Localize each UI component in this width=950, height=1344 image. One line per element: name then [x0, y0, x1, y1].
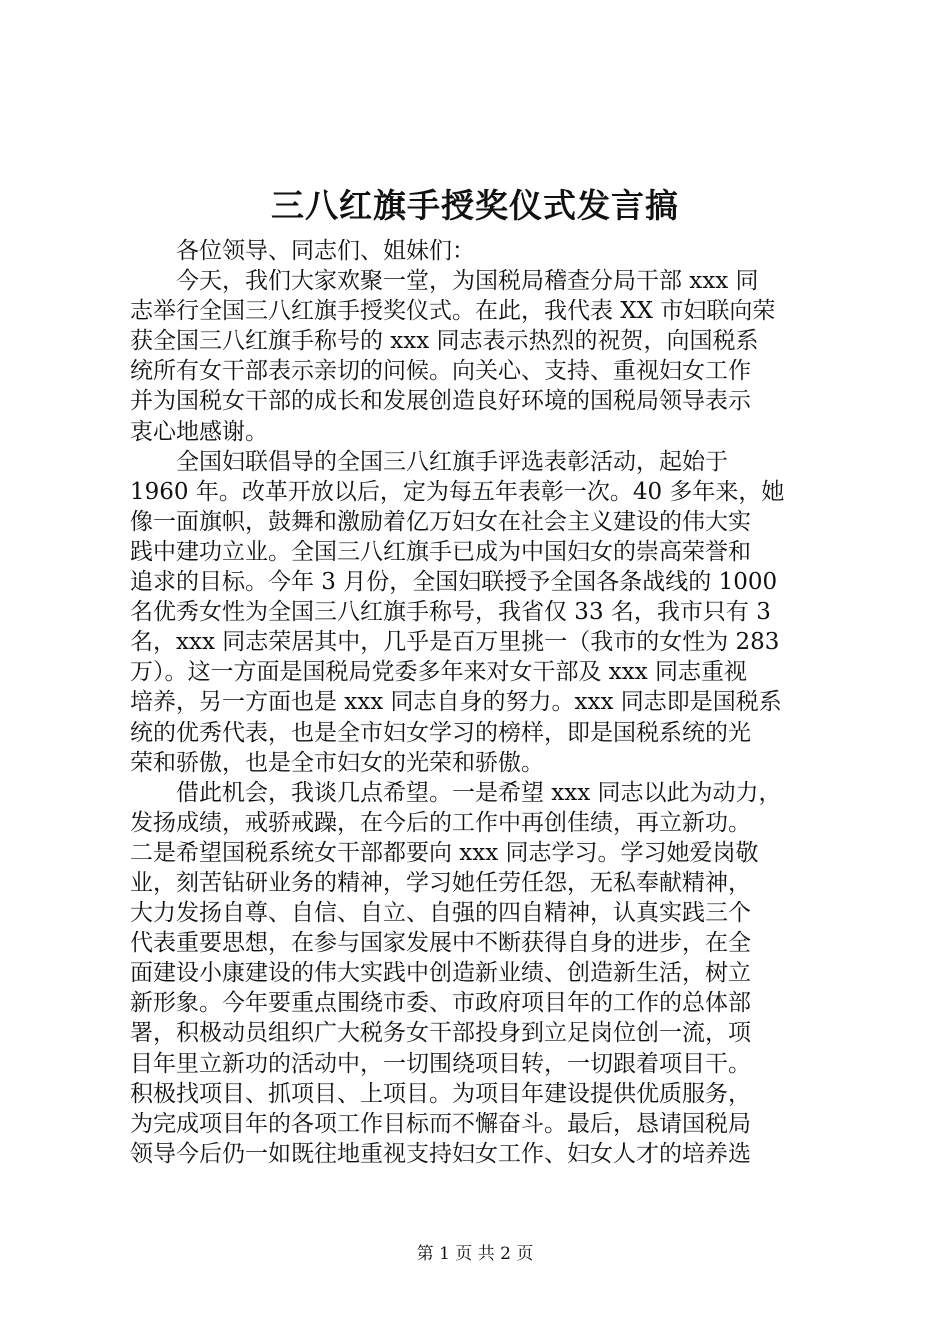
text-line: 统的优秀代表，也是全市妇女学习的榜样，即是国税系统的光 [130, 719, 751, 746]
text-line: 领导今后仍一如既往地重视支持妇女工作、妇女人才的培养选 [130, 1140, 751, 1167]
page-footer: 第 1 页 共 2 页 [416, 1244, 534, 1264]
text-line: 践中建功立业。全国三八红旗手已成为中国妇女的崇高荣誉和 [130, 538, 751, 565]
text-line: 万）。这一方面是国税局党委多年来对女干部及 xxx 同志重视 [130, 659, 748, 686]
text-line: 面建设小康建设的伟大实践中创造新业绩、创造新生活，树立 [130, 960, 751, 987]
text-line: 像一面旗帜，鼓舞和激励着亿万妇女在社会主义建设的伟大实 [130, 508, 751, 535]
text-line: 署，积极动员组织广大税务女干部投身到立足岗位创一流，项 [130, 1020, 751, 1047]
text-line: 借此机会，我谈几点希望。一是希望 xxx 同志以此为动力， [130, 779, 782, 806]
text-line: 并为国税女干部的成长和发展创造良好环境的国税局领导表示 [130, 388, 751, 415]
text-line: 名，xxx 同志荣居其中，几乎是百万里挑一（我市的女性为 283 [130, 629, 780, 656]
document-body [130, 236, 834, 1169]
text-line: 各位领导、同志们、姐妹们： [130, 238, 475, 264]
text-line: 培养，另一方面也是 xxx 同志自身的努力。xxx 同志即是国税系 [130, 689, 782, 716]
text-line: 业，刻苦钻研业务的精神，学习她任劳任怨，无私奉献精神， [130, 869, 751, 896]
text-line: 代表重要思想，在参与国家发展中不断获得自身的进步，在全 [130, 930, 751, 957]
text-line: 全国妇联倡导的全国三八红旗手评选表彰活动，起始于 [130, 448, 728, 475]
text-line: 大力发扬自尊、自信、自立、自强的四自精神，认真实践三个 [130, 900, 751, 927]
text-line: 二是希望国税系统女干部都要向 xxx 同志学习。学习她爱岗敬 [130, 839, 759, 866]
text-line: 积极找项目、抓项目、上项目。为项目年建设提供优质服务， [130, 1080, 751, 1107]
document-title: 三八红旗手授奖仪式发言搞 [271, 186, 679, 225]
text-line: 1960 年。改革开放以后，定为每五年表彰一次。40 多年来，她 [130, 478, 785, 505]
text-line: 名优秀女性为全国三八红旗手称号，我省仅 33 名，我市只有 3 [130, 599, 771, 626]
text-line: 目年里立新功的活动中，一切围绕项目转，一切跟着项目干。 [130, 1050, 751, 1077]
text-line: 为完成项目年的各项工作目标而不懈奋斗。最后，恳请国税局 [130, 1110, 751, 1137]
text-line: 追求的目标。今年 3 月份，全国妇联授予全国各条战线的 1000 [130, 569, 778, 596]
text-line: 志举行全国三八红旗手授奖仪式。在此，我代表 XX 市妇联向荣 [130, 298, 776, 325]
text-line: 荣和骄傲，也是全市妇女的光荣和骄傲。 [130, 749, 544, 776]
text-line: 发扬成绩，戒骄戒躁，在今后的工作中再创佳绩，再立新功。 [130, 809, 751, 836]
text-line: 获全国三八红旗手称号的 xxx 同志表示热烈的祝贺，向国税系 [130, 328, 759, 355]
text-line: 衷心地感谢。 [130, 418, 268, 445]
text-line: 今天，我们大家欢聚一堂，为国税局稽查分局干部 xxx 同 [130, 268, 759, 295]
text-line: 统所有女干部表示亲切的问候。向关心、支持、重视妇女工作 [130, 358, 751, 385]
text-line: 新形象。今年要重点围绕市委、市政府项目年的工作的总体部 [130, 990, 751, 1017]
